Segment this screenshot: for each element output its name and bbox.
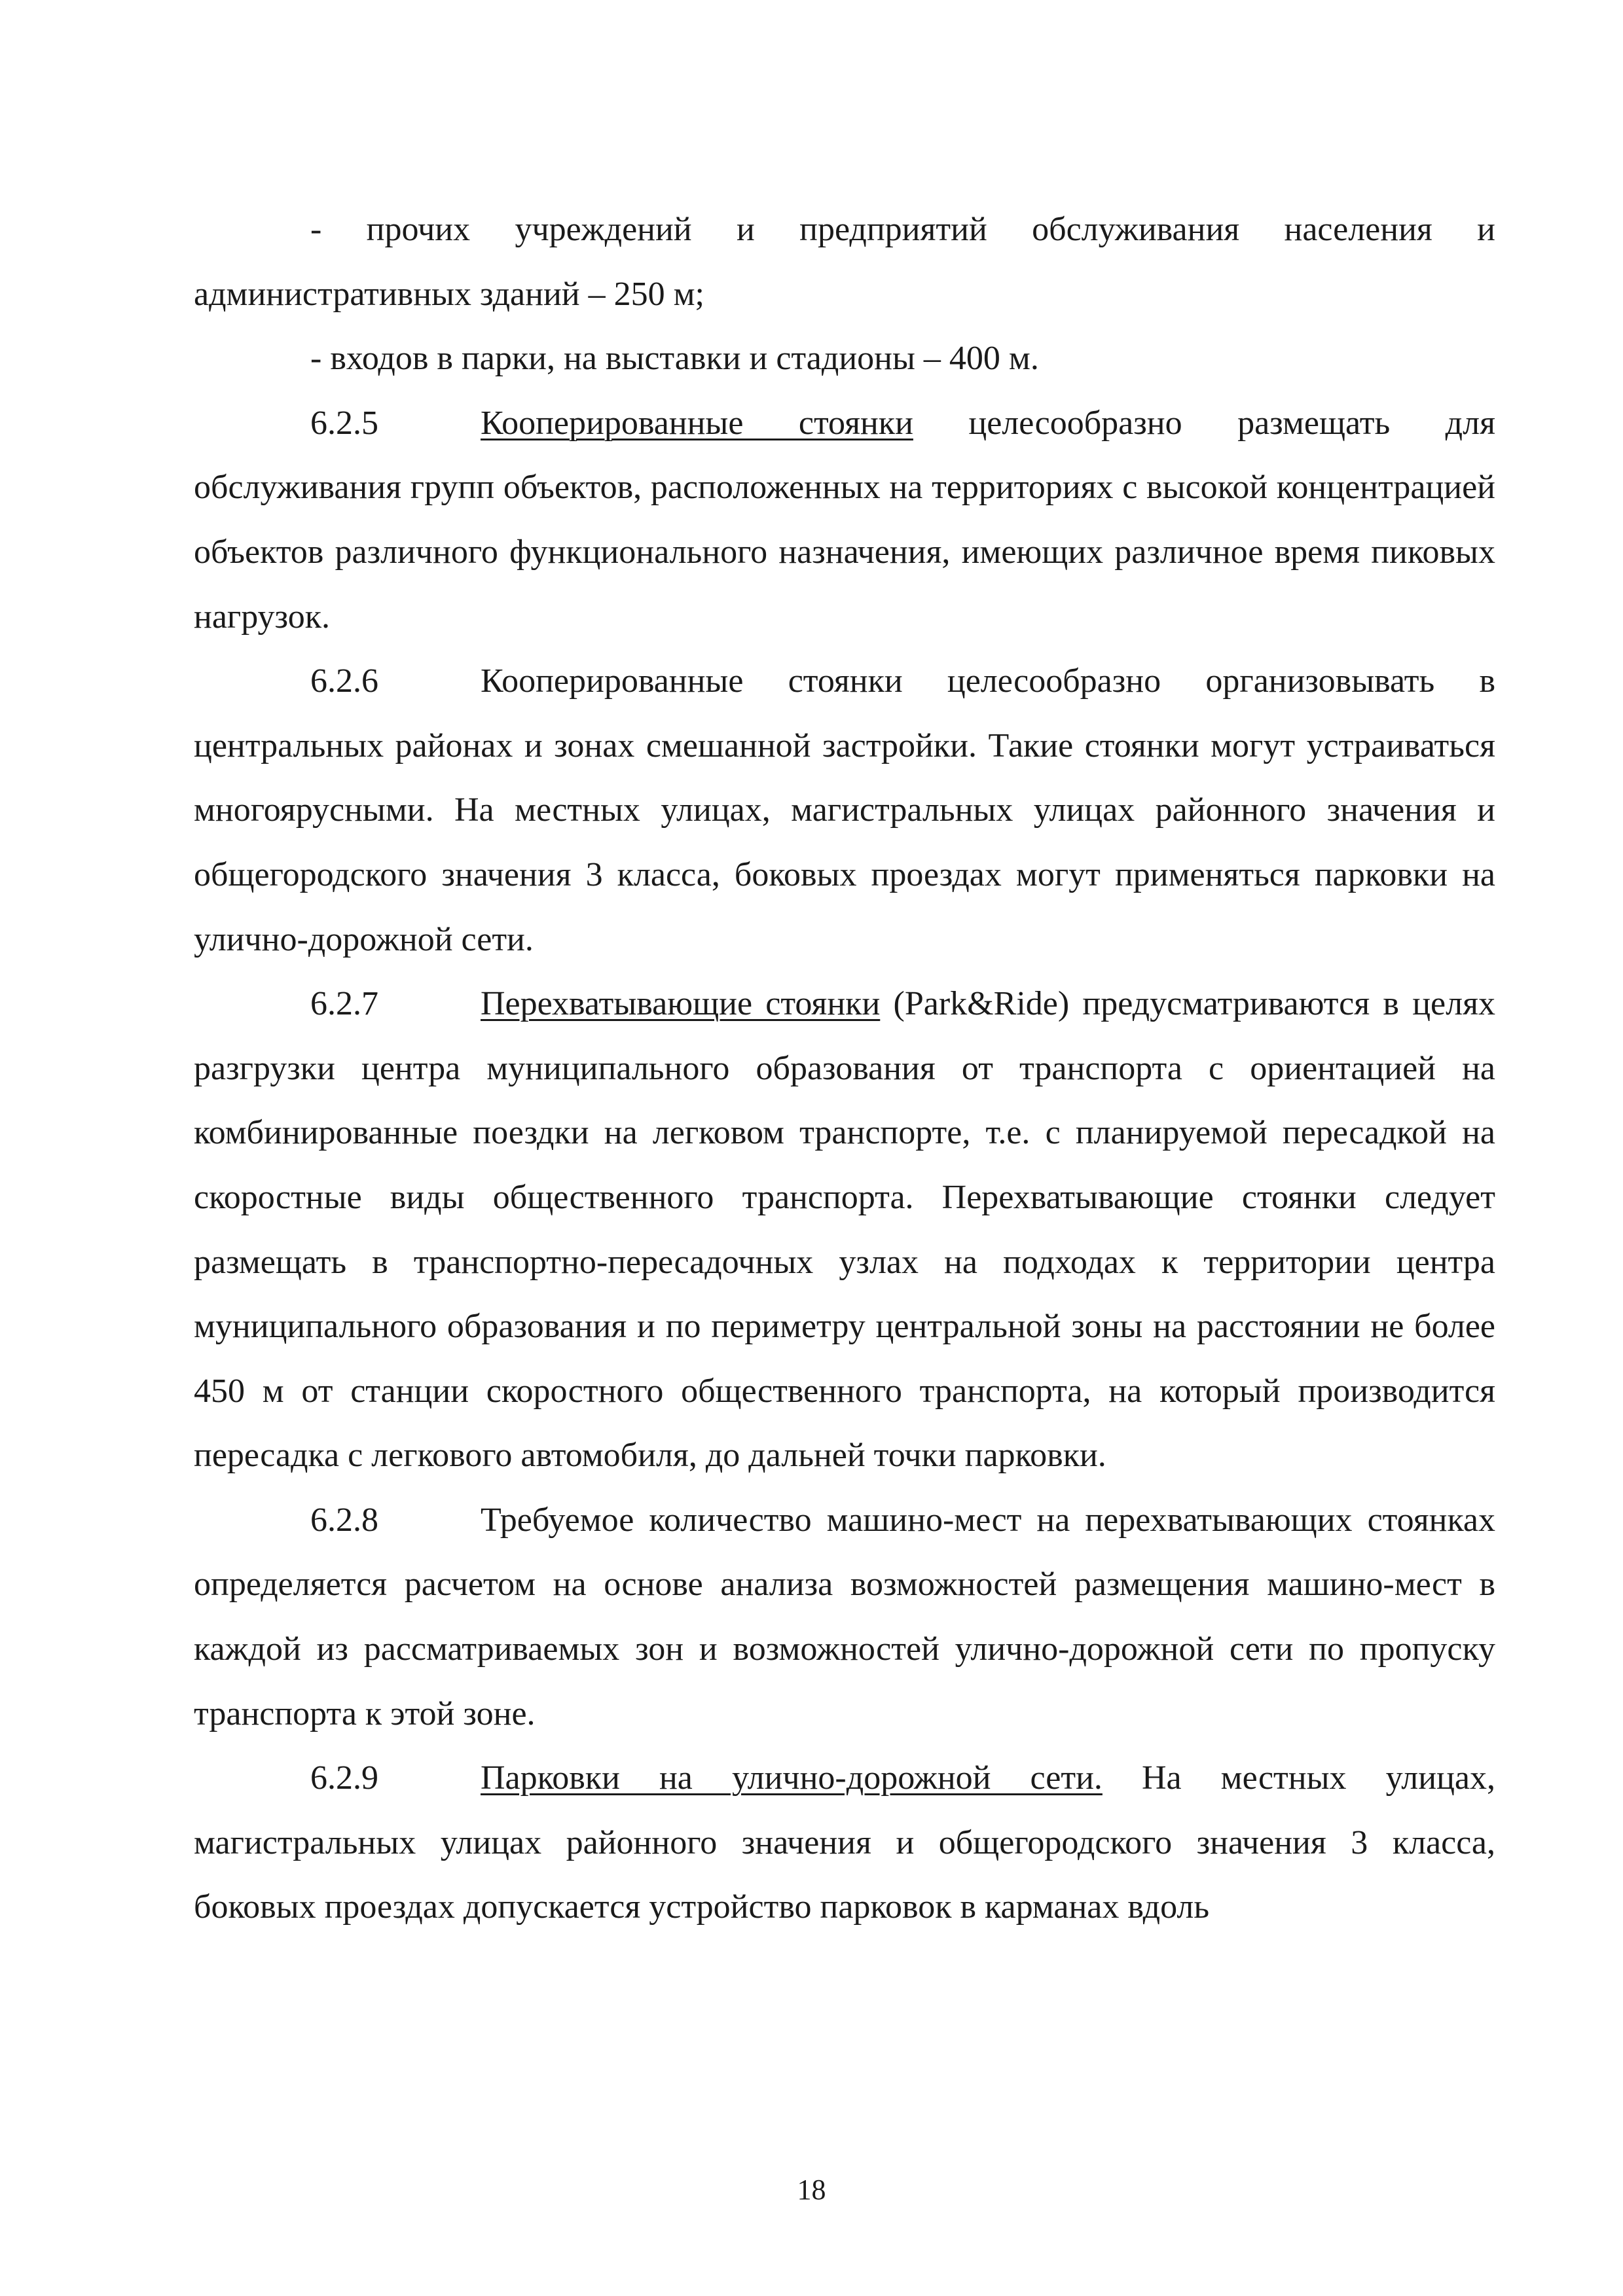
paragraph-text: (Park&Ride) предусматриваются в целях разгрузки центра муниципального образования от транспорта с ориентацией на комбинированные поездки на легковом транспорте, т.е. с планируемой пересадкой на скоростные виды общественного транспорта. Перехватывающие стоянки следует размещать в транспортно-пересадочных узлах на подходах к территории центра муниципального образования и по периметру центральной зоны на расстоянии не более 450 м от станции скоростного общественного транспорта, на который производится пересадка с легкового автомобиля, до дальней точки парковки. xyxy=(194,985,1495,1475)
paragraph-6-2-8 xyxy=(194,1488,1495,1746)
paragraph-6-2-7 xyxy=(194,972,1495,1488)
underlined-term: Перехватывающие стоянки xyxy=(481,985,881,1023)
body-text xyxy=(194,198,1495,1940)
paragraph-text: На местных улицах, магистральных улицах районного значения и общегородского значения 3 класса, боковых проездах допускается устройство парковок в карманах вдоль xyxy=(194,1759,1495,1926)
paragraph-6-2-9 xyxy=(194,1746,1495,1940)
underlined-term: Парковки на улично-дорожной сети. xyxy=(481,1759,1103,1797)
paragraph-text: Требуемое количество машино-мест на перехватывающих стоянках определяется расчетом на основе анализа возможностей размещения машино-мест в каждой из рассматриваемых зон и возможностей улично-дорожной сети по пропуску транспорта к этой зоне. xyxy=(194,1501,1495,1732)
paragraph-other-institutions xyxy=(194,198,1495,327)
paragraph-text: целесообразно размещать для обслуживания групп объектов, расположенных на территориях с высокой концентрацией объектов различного функционального назначения, имеющих различное время пиковых нагрузок. xyxy=(194,404,1495,636)
section-number: 6.2.5 xyxy=(310,404,378,442)
page-number: 18 xyxy=(797,2174,826,2206)
paragraph-text: - входов в парки, на выставки и стадионы – 400 м. xyxy=(310,340,1039,378)
section-number: 6.2.8 xyxy=(310,1501,378,1539)
section-number: 6.2.7 xyxy=(310,985,378,1023)
paragraph-text: Кооперированные стоянки целесообразно организовывать в центральных районах и зонах смешанной застройки. Такие стоянки могут устраиваться многоярусными. На местных улицах, магистральных улицах районного значения и общегородского значения 3 класса, боковых проездах могут применяться парковки на улично-дорожной сети. xyxy=(194,662,1495,958)
underlined-term: Кооперированные стоянки xyxy=(481,404,913,442)
section-number: 6.2.6 xyxy=(310,662,378,700)
section-number: 6.2.9 xyxy=(310,1759,378,1797)
paragraph-text: - прочих учреждений и предприятий обслуживания населения и административных зданий – 250 м; xyxy=(194,211,1495,313)
paragraph-park-entrances xyxy=(194,327,1495,391)
paragraph-6-2-6 xyxy=(194,649,1495,972)
paragraph-6-2-5 xyxy=(194,391,1495,649)
